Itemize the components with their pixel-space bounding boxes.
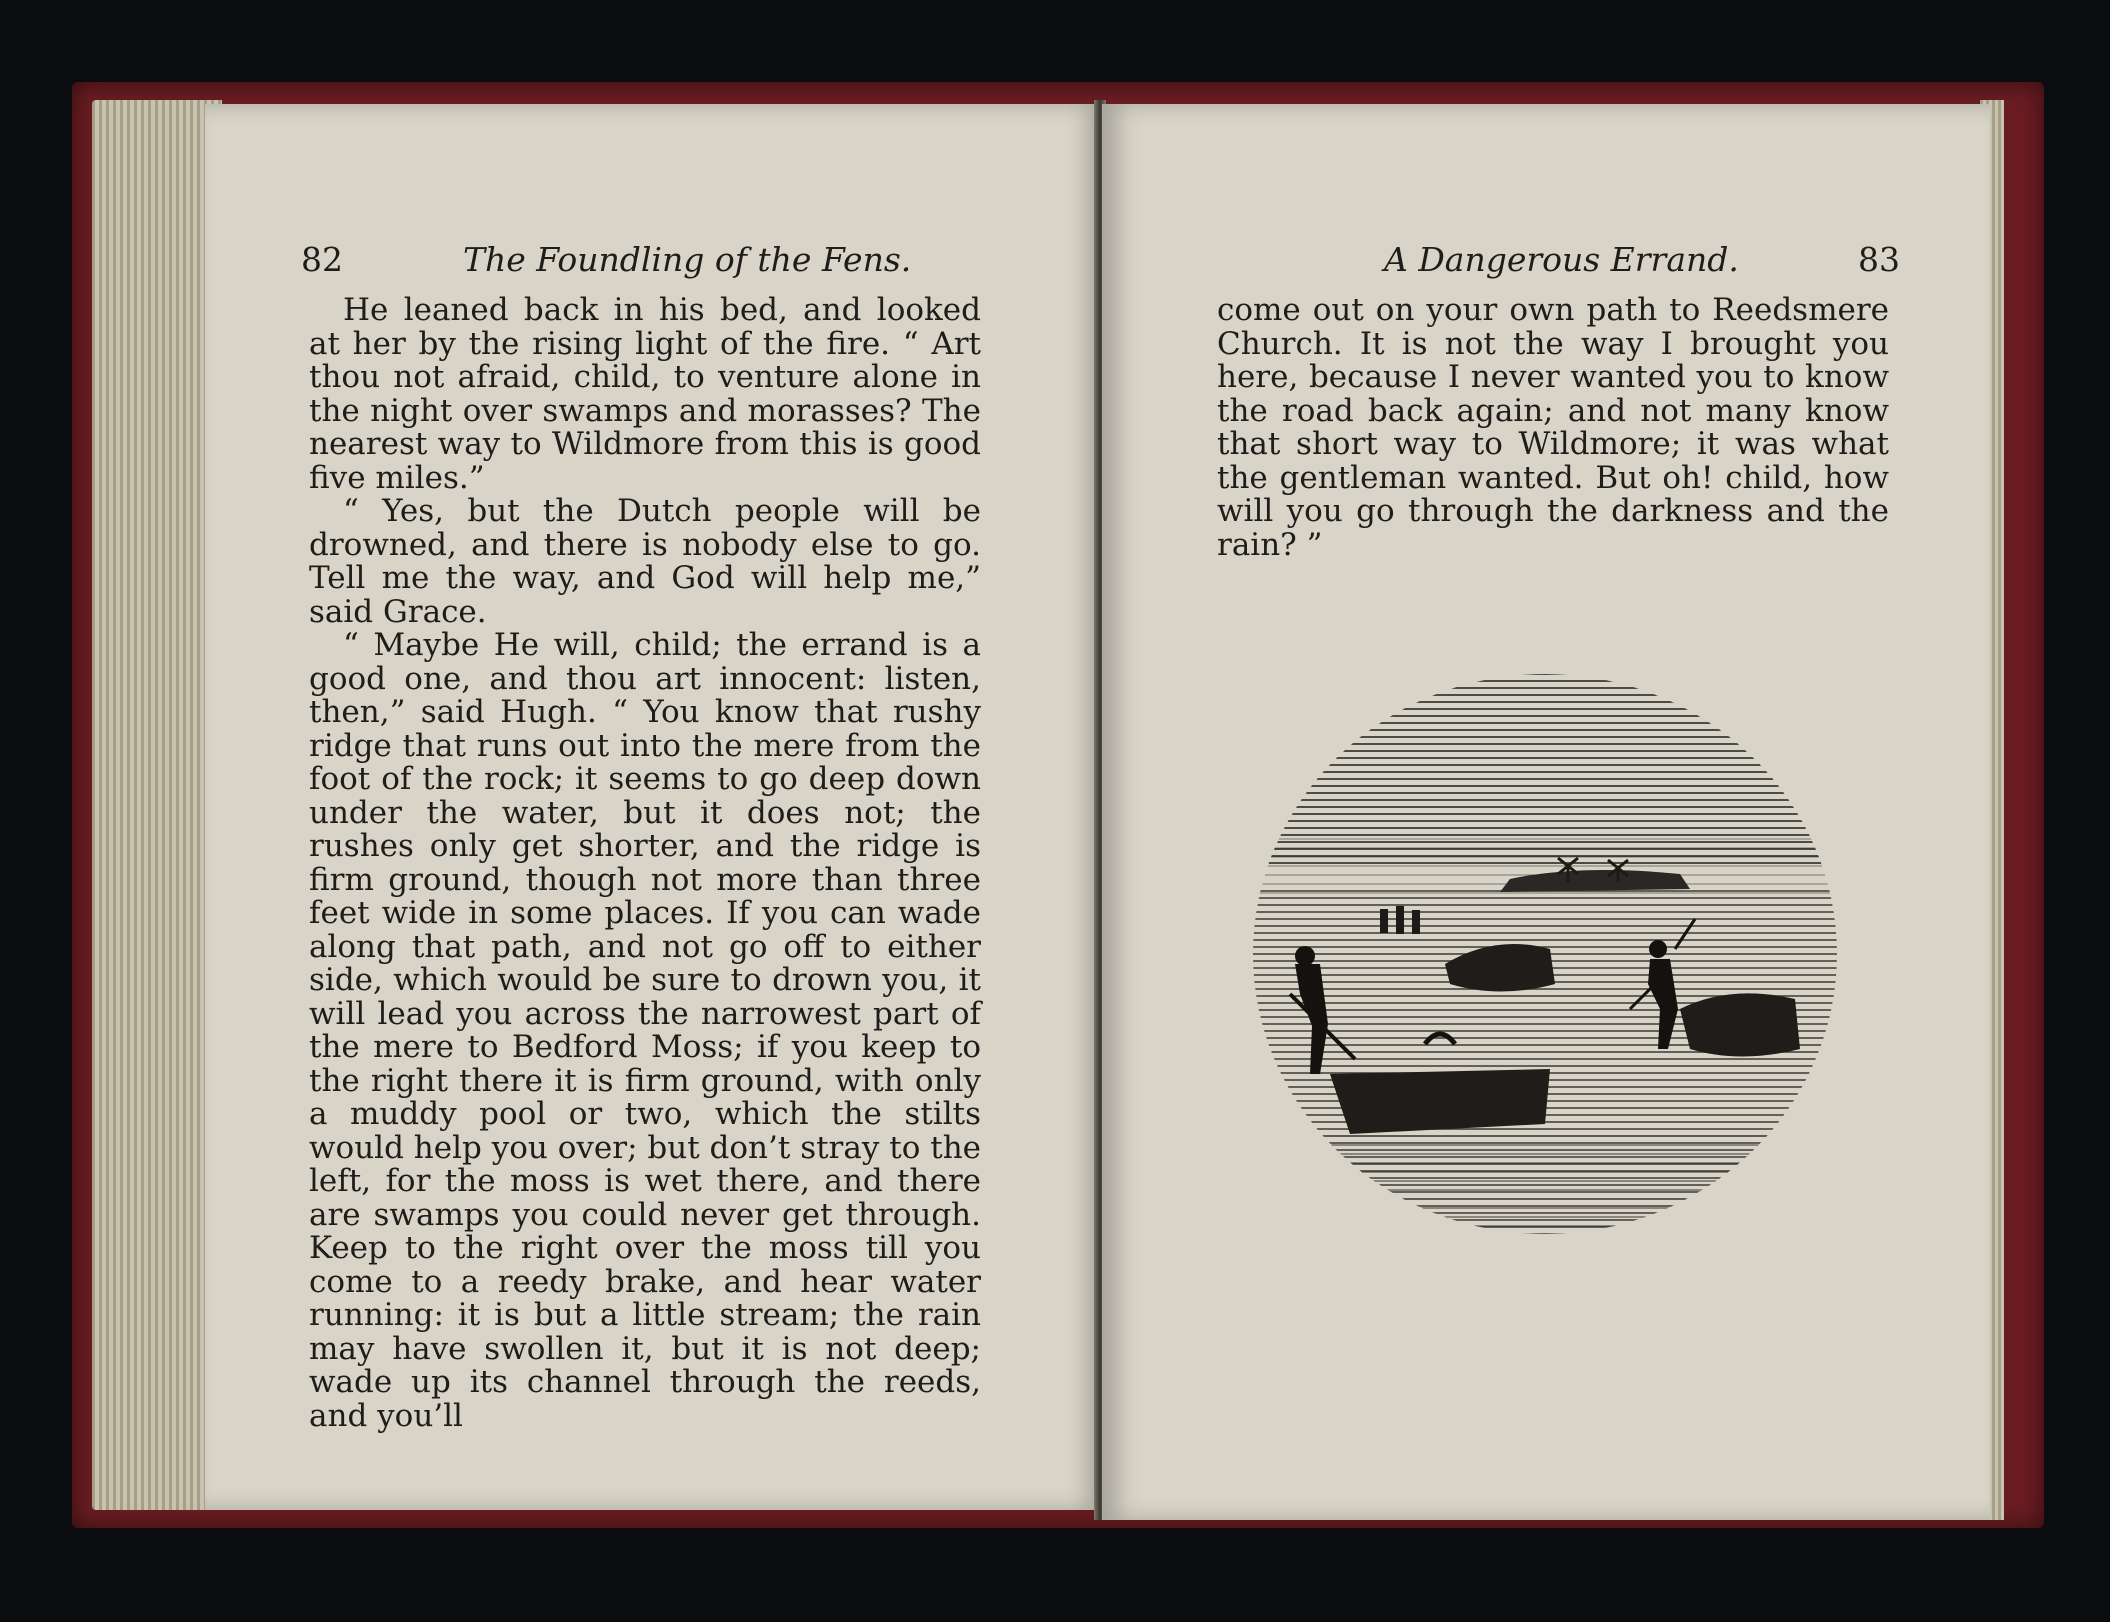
- page-edges-left: [92, 100, 222, 1510]
- left-paragraph: He leaned back in his bed, and looked at her by the rising light of the fire. “ Art thou not afraid, child, to venture alone in the night over swamps and morasses? The nearest way to Wildmore from this is good five miles.”: [309, 292, 981, 496]
- distant-skaters: [1380, 906, 1420, 934]
- fen-skating-illustration: [1250, 664, 1840, 1244]
- engraved-foreground-ice: [1250, 1134, 1840, 1244]
- right-page-text: [1217, 294, 1889, 562]
- left-page-text: [309, 294, 981, 1433]
- left-running-head: The Foundling of the Fens.: [463, 240, 912, 279]
- engraving-body: [1250, 664, 1840, 1244]
- left-page-number: 82: [301, 240, 343, 279]
- left-paragraph: “ Yes, but the Dutch people will be drowned, and there is nobody else to go. Tell me the way, and God will help me,” said Grace.: [309, 493, 981, 630]
- left-paragraph: “ Maybe He will, child; the errand is a good one, and thou art innocent: listen, then,” said Hugh. “ You know that rushy ridge that runs out into the mere from the foot of the rock; it seems to go deep down under the water, but it does not; the rushes only get shorter, and the ridge is firm ground, though not more than three feet wide in some places. If you can wade along that path, and not go off to either side, which would be sure to drown you, it will lead you across the narrowest part of the mere to Bedford Moss; if you keep to the right there it is firm ground, with only a muddy pool or two, which the stilts would help you over; but don’t stray to the left, for the moss is wet there, and there are swamps you could never get through. Keep to the right over the moss till you come to a reedy brake, and hear water running: it is but a little stream; the rain may have swollen it, but it is not deep; wade up its channel through the reeds, and you’ll: [309, 627, 981, 1434]
- foreground-sledge: [1330, 1069, 1550, 1134]
- right-running-head: A Dangerous Errand.: [1384, 240, 1739, 279]
- right-sledge-with-load: [1680, 993, 1800, 1056]
- right-page-number: 83: [1858, 240, 1900, 279]
- left-page: [205, 104, 1101, 1510]
- right-page: [1102, 104, 1990, 1520]
- right-paragraph: come out on your own path to Reedsmere Church. It is not the way I brought you here, because I never wanted you to know the road back again; and not many know that short way to Wildmore; it was what the gentleman wanted. But oh! child, how will you go through the darkness and the rain? ”: [1217, 292, 1889, 563]
